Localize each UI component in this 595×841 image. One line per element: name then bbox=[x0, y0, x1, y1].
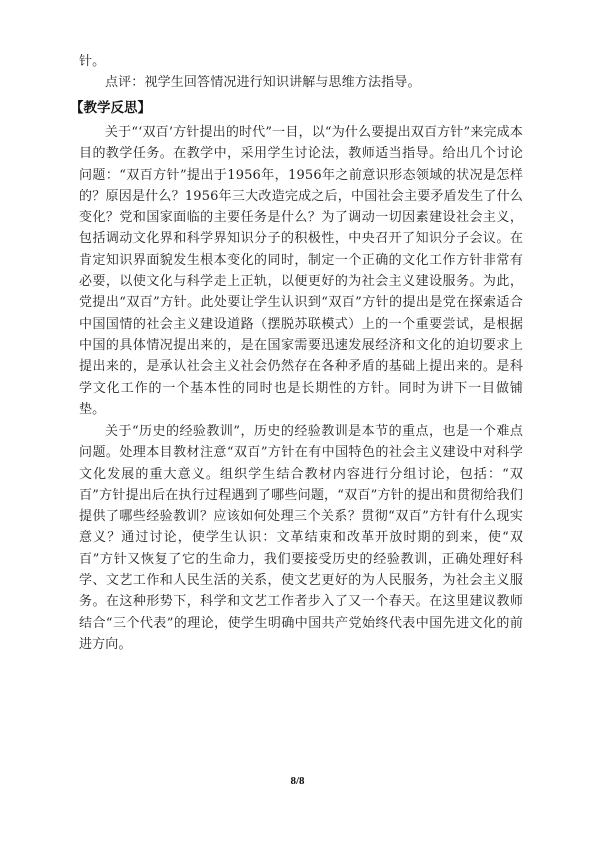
continuation-text: 针。 bbox=[79, 54, 106, 69]
section-heading: 【教学反思】 bbox=[70, 100, 151, 116]
page-number: 8/8 bbox=[290, 775, 305, 787]
reflection-paragraph-1: 关于“‘双百’方针提出的时代”一目，以“为什么要提出双百方针”来完成本目的教学任务。在教学中，采用学生讨论法，教师适当指导。给出几个讨论问题：“双百方针”提出于1956年，1956年之前意识形态领域的状况是怎样的？原因是什么？1956年三大改造完成之后，中国社会主要矛盾发生了什么变化？党和国家面临的主要任务是什么？为了调动一切因素建设社会主义，包括调动文化界和科学界知识分子的积极性，中央召开了知识分子会议。在肯定知识界面貌发生根本变化的同时，制定一个正确的文化工作方针非常有必要，以使文化与科学走上正轨，以便更好的为社会主义建设服务。为此，党提出“双百”方针。此处要让学生认识到“双百”方针的提出是党在探索适合中国国情的社会主义建设道路（摆脱苏联模式）上的一个重要尝试，是根据中国的具体情况提出来的，是在国家需要迅速发展经济和文化的迫切要求上提出来的，是承认社会主义社会仍然存在各种矛盾的基础上提出来的。是科学文化工作的一个基本性的同时也是长期性的方针。同时为讲下一目做铺垫。 bbox=[79, 125, 523, 417]
teacher-comment: 点评：视学生回答情况进行知识讲解与思维方法指导。 bbox=[105, 75, 421, 90]
reflection-paragraph-2: 关于“历史的经验教训”，历史的经验教训是本节的重点，也是一个难点问题。处理本目教材注意“双百”方针在有中国特色的社会主义建设中对科学文化发展的重大意义。组织学生结合教材内容进行分组讨论，包括：“双百”方针提出后在执行过程遇到了哪些问题，“双百”方针的提出和贯彻给我们提供了哪些经验教训？应该如何处理三个关系？贯彻“双百”方针有什么现实意义？通过讨论，使学生认识：文革结束和改革开放时期的到来，使“双百”方针又恢复了它的生命力，我们要接受历史的经验教训，正确处理好科学、文艺工作和人民生活的关系，使文艺更好的为人民服务，为社会主义服务。在这种形势下，科学和文艺工作者步入了又一个春天。在这里建议教师结合“三个代表”的理论，使学生明确中国共产党始终代表中国先进文化的前进方向。 bbox=[79, 424, 523, 652]
